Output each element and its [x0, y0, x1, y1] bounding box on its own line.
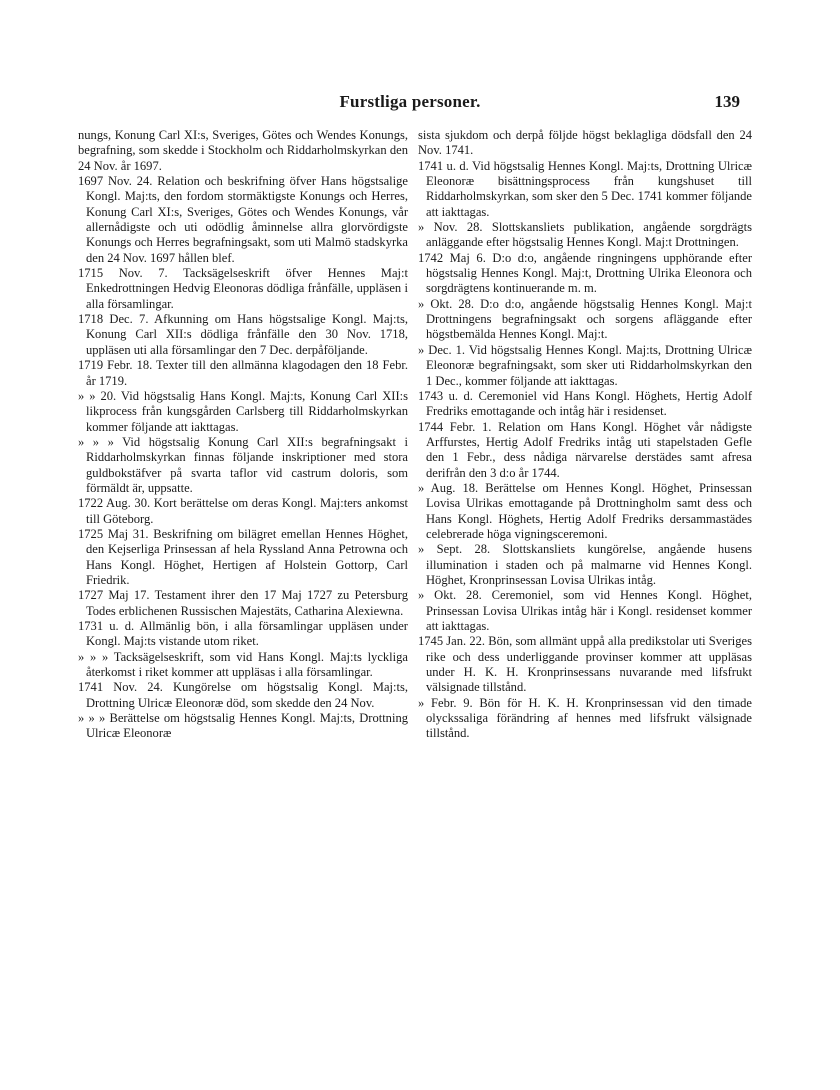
entry: 1741 u. d. Vid högstsalig Hennes Kongl. Maj:ts, Drottning Ulricæ Eleonoræ bisättningsprocess från kungshuset till Riddarholmskyrkan, som sker den 5 Dec. 1741 kommer följande att iakttagas.	[418, 158, 752, 219]
entry: » Sept. 28. Slottskansliets kungörelse, angående husens illumination i staden och på malmarne vid Hennes Kongl. Höghet, Kronprinsessan Lovisa Ulrikas intåg.	[418, 542, 752, 587]
entry: » » » Vid högstsalig Konung Carl XII:s begrafningsakt i Riddarholmskyrkan finnas följande inskriptioner med stora guldbokstäfver på svarta taflor vid castrum doloris, som förmäldt är, uppsatte.	[78, 434, 408, 495]
entry: » Okt. 28. D:o d:o, angående högstsalig Hennes Kongl. Maj:t Drottningens begrafningsakt och sorgens afläggande efter högstbemälda Hennes Kongl. Maj:t.	[418, 296, 752, 342]
entry: 1715 Nov. 7. Tacksägelseskrift öfver Hennes Maj:t Enkedrottningen Hedvig Eleonoras dödliga frånfälle, uppläsen i alla församlingar.	[78, 266, 408, 311]
entry: 1727 Maj 17. Testament ihrer den 17 Maj 1727 zu Petersburg Todes erblichenen Russischen Majestäts, Catharina Alexiewna.	[78, 588, 408, 618]
entry: 1731 u. d. Allmänlig bön, i alla församlingar uppläsen under Kongl. Maj:ts vistande utom riket.	[78, 619, 408, 649]
entry: sista sjukdom och derpå följde högst beklagliga dödsfall den 24 Nov. 1741.	[418, 128, 752, 158]
entry: 1697 Nov. 24. Relation och beskrifning öfver Hans högstsalige Kongl. Maj:ts, den fordom stormäktigste Konungs och Herres, Konung Carl XI:s, Sveriges, Götes och Wendes Konungs, vår allernådigste och uti odödlig åminnelse allra glorvördigste Konungs och Herres begrafningsakt, som uti Malmö stadskyrka den 24 Nov. 1697 hållen blef.	[78, 174, 408, 265]
entry: 1719 Febr. 18. Texter till den allmänna klagodagen den 18 Febr. år 1719.	[78, 358, 408, 388]
page-number: 139	[714, 92, 740, 111]
left-column	[78, 128, 408, 742]
entry: » Okt. 28. Ceremoniel, som vid Hennes Kongl. Höghet, Prinsessan Lovisa Ulrikas intåg här i Kongl. residenset kommer att iakttagas.	[418, 588, 752, 633]
entry: 1743 u. d. Ceremoniel vid Hans Kongl. Höghets, Hertig Adolf Fredriks emottagande och intåg här i residenset.	[418, 388, 752, 419]
running-head: Furstliga personer.	[339, 92, 481, 111]
entry: nungs, Konung Carl XI:s, Sveriges, Götes och Wendes Konungs, begrafning, som skedde i Stockholm och Riddarholmskyrkan den 24 Nov. år 1697.	[78, 128, 408, 173]
entry: » Febr. 9. Bön för H. K. H. Kronprinsessan vid den timade olyckssaliga förändring af hennes med lifsfrukt välsignade tillstånd.	[418, 695, 752, 741]
entry: » » » Tacksägelseskrift, som vid Hans Kongl. Maj:ts lyckliga återkomst i riket kommer att uppläsas i alla församlingar.	[78, 649, 408, 680]
entry: 1725 Maj 31. Beskrifning om bilägret emellan Hennes Höghet, den Kejserliga Prinsessan af hela Ryssland Anna Petrowna och Hans Kongl. Höghet, Hertigen af Holstein Gottorp, Carl Friedrik.	[78, 526, 408, 587]
entry: » » » Berättelse om högstsalig Hennes Kongl. Maj:ts, Drottning Ulricæ Eleonoræ	[78, 711, 408, 741]
entry: 1722 Aug. 30. Kort berättelse om deras Kongl. Maj:ters ankomst till Göteborg.	[78, 496, 408, 526]
entry: » Aug. 18. Berättelse om Hennes Kongl. Höghet, Prinsessan Lovisa Ulrikas emottagande på Drottningholm samt dess och Hans Kongl. Höghets, Hertig Adolf Fredriks dersammastädes celebrerade höga vigningsceremoni.	[418, 480, 752, 541]
entry: 1742 Maj 6. D:o d:o, angående ringningens upphörande efter högstsalig Hennes Kongl. Maj:t, Drottning Ulrika Eleonora och sorgdrägtens kontinuerande m. m.	[418, 250, 752, 296]
right-column	[418, 128, 752, 742]
page-header	[80, 92, 740, 116]
entry: 1745 Jan. 22. Bön, som allmänt uppå alla predikstolar uti Sveriges rike och dess underliggande provinser kommer att uppläsas under H. K. H. Kronprinsessans nuvarande med lifsfrukt välsignade tillstånd.	[418, 634, 752, 695]
entry: » Nov. 28. Slottskansliets publikation, angående sorgdrägts anläggande efter högstsalig Hennes Kongl. Maj:t Drottningen.	[418, 220, 752, 250]
entry: » Dec. 1. Vid högstsalig Hennes Kongl. Maj:ts, Drottning Ulricæ Eleonoræ begrafningsakt, som sker uti Riddarholmskyrkan den 1 Dec., kommer följande att iakttagas.	[418, 342, 752, 388]
entry: 1741 Nov. 24. Kungörelse om högstsalig Kongl. Maj:ts, Drottning Ulricæ Eleonoræ död, som skedde den 24 Nov.	[78, 680, 408, 710]
entry: » » 20. Vid högstsalig Hans Kongl. Maj:ts, Konung Carl XII:s likprocess från kungsgården Carlsberg till Riddarholmskyrkan kommer följande att iakttagas.	[78, 388, 408, 434]
entry: 1718 Dec. 7. Afkunning om Hans högstsalige Kongl. Maj:ts, Konung Carl XII:s dödliga frånfälle den 30 Nov. 1718, uppläsen uti alla församlingar den 7 Dec. derpåföljande.	[78, 312, 408, 357]
entry: 1744 Febr. 1. Relation om Hans Kongl. Höghet vår nådigste Arffurstes, Hertig Adolf Fredriks intåg uti stapelstaden Gefle den 1 Febr., dess nådiga närvarelse derstädes samt afresa derifrån den 3 d:o år 1744.	[418, 419, 752, 480]
